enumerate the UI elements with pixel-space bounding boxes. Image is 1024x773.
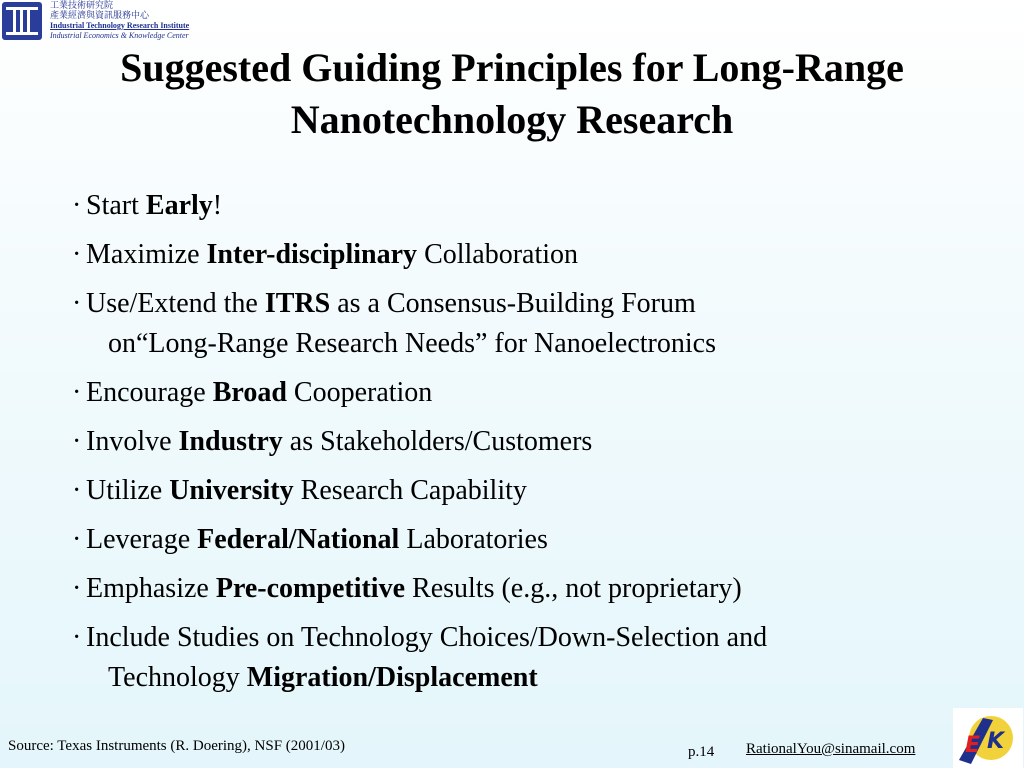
svg-text:K: K (987, 729, 1005, 754)
slide-title-line-2: Nanotechnology Research (290, 97, 734, 142)
bullet-keyword: Federal/National (197, 524, 400, 555)
list-item: · Encourage Broad Cooperation (72, 373, 1012, 413)
list-item: · Start Early! (72, 186, 1012, 226)
bullet-keyword: Pre-competitive (215, 573, 406, 604)
list-item: · Leverage Federal/National Laboratories (72, 520, 1012, 560)
bullet-dot: · (72, 239, 82, 270)
bullet-continuation: Technology Migration/Displacement (108, 662, 538, 693)
bullet-keyword: University (169, 475, 294, 506)
bullet-list (72, 186, 1012, 707)
bullet-dot: · (72, 288, 82, 319)
slide-title (0, 42, 1024, 146)
org-name-cn-1: 工業技術研究院 (50, 1, 114, 11)
bullet-dot: · (72, 190, 82, 221)
slide-title-line-1: Suggested Guiding Principles for Long-Range (120, 45, 904, 90)
list-item: · Emphasize Pre-competitive Results (e.g., not proprietary) (72, 569, 1012, 609)
bullet-continuation: on“Long-Range Research Needs” for Nanoelectronics (108, 328, 716, 359)
source-citation: Source: Texas Instruments (R. Doering), NSF (2001/03) (8, 738, 345, 754)
bullet-keyword: ITRS (264, 288, 331, 319)
org-name-cn-2: 產業經濟與資訊服務中心 (50, 11, 150, 21)
bullet-dot: · (72, 622, 82, 653)
itri-logo-icon (2, 2, 42, 40)
email-link[interactable]: RationalYou@sinamail.com (746, 741, 916, 757)
bullet-keyword: Industry (178, 426, 283, 457)
list-item: · Include Studies on Technology Choices/Down-Selection and Technology Migration/Displacement (72, 618, 1012, 698)
svg-text:E: E (965, 733, 981, 758)
org-name-en-1: Industrial Technology Research Institute (50, 21, 190, 30)
list-item: · Use/Extend the ITRS as a Consensus-Building Forum on“Long-Range Research Needs” for Nanoelectronics (72, 284, 1012, 364)
bullet-keyword: Inter-disciplinary (206, 239, 418, 270)
list-item: · Involve Industry as Stakeholders/Customers (72, 422, 1012, 462)
org-name-en-2: Industrial Economics & Knowledge Center (50, 31, 189, 40)
org-header (50, 1, 189, 41)
bullet-keyword: Migration/Displacement (246, 662, 538, 693)
bullet-dot: · (72, 573, 82, 604)
iek-logo-icon (953, 708, 1023, 768)
page-number: p.14 (688, 744, 715, 760)
bullet-keyword: Early (145, 190, 213, 221)
bullet-keyword: Broad (212, 377, 287, 408)
bullet-dot: · (72, 475, 82, 506)
list-item: · Maximize Inter-disciplinary Collaboration (72, 235, 1012, 275)
bullet-dot: · (72, 377, 82, 408)
bullet-dot: · (72, 524, 82, 555)
bullet-dot: · (72, 426, 82, 457)
list-item: · Utilize University Research Capability (72, 471, 1012, 511)
